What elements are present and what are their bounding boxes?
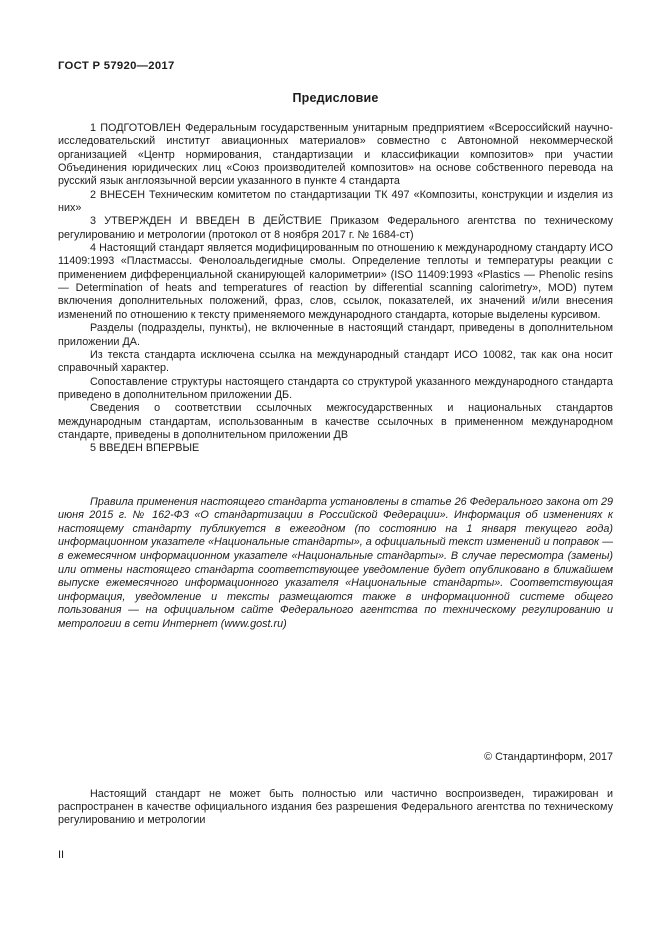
page-number: II (58, 849, 65, 861)
foreword-paragraph-9: 5 ВВЕДЕН ВПЕРВЫЕ (90, 442, 200, 455)
reproduction-restriction-note: Настоящий стандарт не может быть полностью или частично воспроизведен, тиражирован и распространен в качестве официального издания без разрешения Федерального агентства по техническому регулированию и метрологии (58, 787, 613, 827)
foreword-section (58, 122, 613, 456)
section-title: Предисловие (292, 91, 379, 105)
foreword-paragraph-1: 1 ПОДГОТОВЛЕН Федеральным государственным унитарным предприятием «Всероссийский научно-исследовательский институт авиационных материалов» совместно с Автономной некоммерческой организацией «Центр нормирования, стандартизации и классификации композитов» при участии Объединения юридических лиц «Союз производителей композитов» на основе собственного перевода на русский язык англоязычной версии указанного в пункте 4 стандарта (58, 122, 613, 188)
document-code: ГОСТ Р 57920—2017 (58, 60, 175, 72)
foreword-paragraph-4: 4 Настоящий стандарт является модифицированным по отношению к международному стандарту ИСО 11409:1993 «Пластмассы. Фенолоальдегидные смолы. Определение теплоты и температуры реакции с применением дифференциальной сканирующей калориметрии» (ISO 11409:1993 «Plastics — Phenolic resins — Determination of heats and temperatures of reaction by differential scanning calorimetry», MOD) путем включения дополнительных положений, фраз, слов, ссылок, показателей, их значений и/или внесения изменений по отношению к тексту применяемого международного стандарта, которые выделены курсивом. (58, 242, 613, 321)
foreword-paragraph-8: Сведения о соответствии ссылочных межгосударственных и национальных стандартов международным стандартам, использованным в качестве ссылочных в примененном международном стандарте, приведены в дополнительном приложении ДВ (58, 402, 613, 441)
foreword-paragraph-7: Сопоставление структуры настоящего стандарта со структурой указанного международного стандарта приведено в дополнительном приложении ДБ. (58, 375, 613, 401)
foreword-paragraph-3: 3 УТВЕРЖДЕН И ВВЕДЕН В ДЕЙСТВИЕ Приказом Федерального агентства по техническому регулированию и метрологии (протокол от 8 ноября 2017 г. № 1684-ст) (58, 215, 613, 241)
foreword-paragraph-5: Разделы (подразделы, пункты), не включенные в настоящий стандарт, приведены в дополнительном приложении ДА. (58, 322, 613, 348)
foreword-paragraph-6: Из текста стандарта исключена ссылка на международный стандарт ИСО 10082, так как она носит справочный характер. (58, 348, 613, 375)
copyright-line: © Стандартинформ, 2017 (484, 750, 613, 763)
foreword-paragraph-2: 2 ВНЕСЕН Техническим комитетом по стандартизации ТК 497 «Композиты, конструкции и изделия из них» (58, 188, 613, 215)
legal-application-note: Правила применения настоящего стандарта установлены в статье 26 Федерального закона от 29 июня 2015 г. № 162-ФЗ «О стандартизации в Российской Федерации». Информация об изменениях к настоящему стандарту публикуется в ежегодном (по состоянию на 1 января текущего года) информационном указателе «Национальные стандарты», а официальный текст изменений и поправок — в ежемесячном информационном указателе «Национальные стандарты». В случае пересмотра (замены) или отмены настоящего стандарта соответствующее уведомление будет опубликовано в ближайшем выпуске ежемесячного информационного указателя «Национальные стандарты». Соответствующая информация, уведомление и тексты размещаются также в информационной системе общего пользования — на официальном сайте Федерального агентства по техническому регулированию и метрологии в сети Интернет (www.gost.ru) (58, 495, 613, 630)
